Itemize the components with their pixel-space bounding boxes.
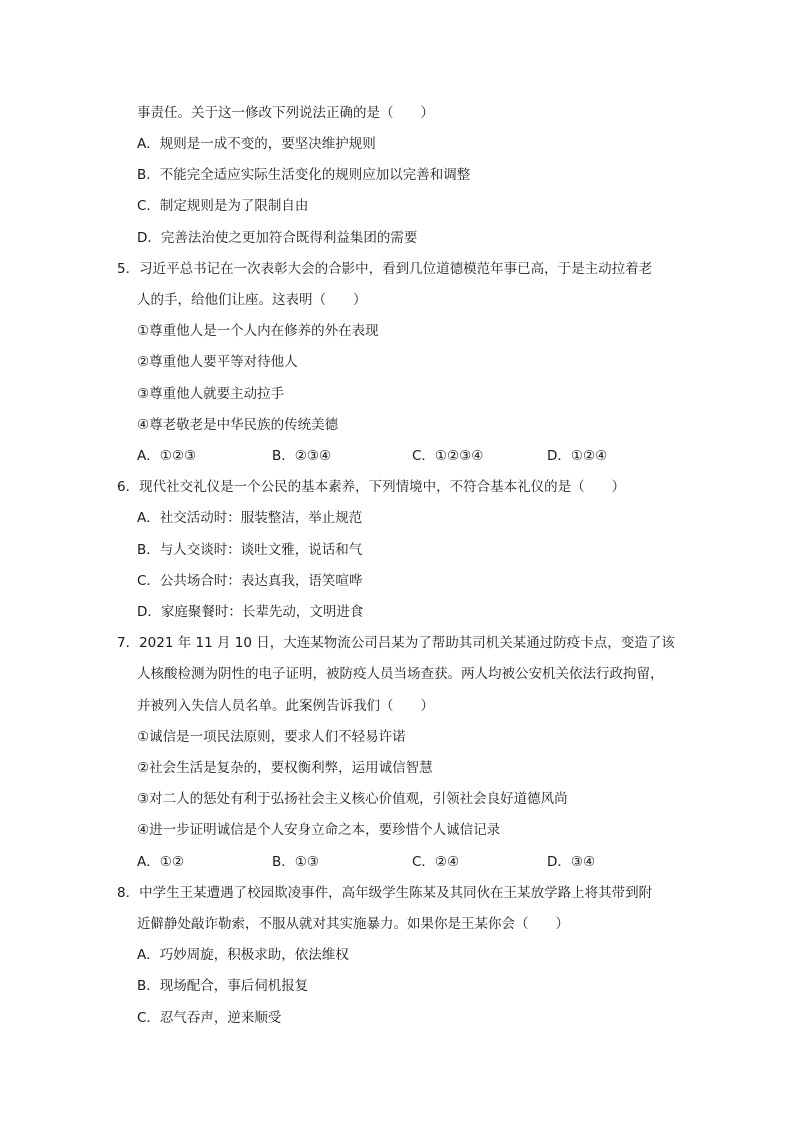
q6-option-b: B．与人交谈时：谈吐文雅，说话和气 xyxy=(137,542,363,558)
q6-option-c: C．公共场合时：表达真我，语笑喧哗 xyxy=(137,573,363,589)
q6-stem: 6．现代社交礼仪是一个公民的基本素养，下列情境中，不符合基本礼仪的是（ ） xyxy=(117,479,626,495)
q7-choice-b: B．①③ xyxy=(272,854,319,870)
q7-stem-line2: 人核酸检测为阴性的电子证明，被防疫人员当场查获。两人均被公安机关依法行政拘留， xyxy=(137,666,664,682)
q7-statement-2: ②社会生活是复杂的，要权衡利弊，运用诚信智慧 xyxy=(137,760,433,776)
q8-stem-line1: 8．中学生王某遭遇了校园欺凌事件，高年级学生陈某及其同伙在王某放学路上将其带到附 xyxy=(117,885,653,901)
q5-statement-4: ④尊老敬老是中华民族的传统美德 xyxy=(137,417,339,433)
q7-statement-3: ③对二人的惩处有利于弘扬社会主义核心价值观，引领社会良好道德风尚 xyxy=(137,791,568,807)
q5-choice-b: B．②③④ xyxy=(272,448,332,464)
q8-stem-line2: 近僻静处敲诈勒索，不服从就对其实施暴力。如果你是王某你会（ ） xyxy=(137,916,569,932)
q5-stem-line2: 人的手，给他们让座。这表明（ ） xyxy=(137,292,367,308)
q5-choice-c: C．①②③④ xyxy=(412,448,484,464)
q8-option-b: B．现场配合，事后伺机报复 xyxy=(137,978,309,994)
q5-statement-2: ②尊重他人要平等对待他人 xyxy=(137,354,298,370)
q7-statement-1: ①诚信是一项民法原则，要求人们不轻易许诺 xyxy=(137,729,406,745)
q8-option-c: C．忍气吞声，逆来顺受 xyxy=(137,1010,282,1026)
q4-stem-tail: 事责任。关于这一修改下列说法正确的是（ ） xyxy=(137,105,434,121)
q7-choice-d: D．③④ xyxy=(547,854,596,870)
q6-option-d: D．家庭聚餐时：长辈先动，文明进食 xyxy=(137,604,364,620)
q5-statement-3: ③尊重他人就要主动拉手 xyxy=(137,386,285,402)
q7-stem-line1: 7．2021 年 11 月 10 日，大连某物流公司吕某为了帮助其司机关某通过防疫卡点，变造了该 xyxy=(117,635,675,651)
q8-option-a: A．巧妙周旋，积极求助，依法维权 xyxy=(137,947,349,963)
q4-option-b: B．不能完全适应实际生活变化的规则应加以完善和调整 xyxy=(137,167,471,183)
q4-option-a: A．规则是一成不变的，要坚决维护规则 xyxy=(137,136,376,152)
q6-option-a: A．社交活动时：服装整洁，举止规范 xyxy=(137,510,363,526)
q4-option-d: D．完善法治使之更加符合既得利益集团的需要 xyxy=(137,230,418,246)
q7-statement-4: ④进一步证明诚信是个人安身立命之本，要珍惜个人诚信记录 xyxy=(137,822,501,838)
q5-statement-1: ①尊重他人是一个人内在修养的外在表现 xyxy=(137,323,379,339)
q5-choice-d: D．①②④ xyxy=(547,448,608,464)
q5-choice-a: A．①②③ xyxy=(137,448,197,464)
q4-option-c: C．制定规则是为了限制自由 xyxy=(137,198,309,214)
q7-choice-c: C．②④ xyxy=(412,854,460,870)
q7-choice-a: A．①② xyxy=(137,854,184,870)
q5-stem-line1: 5．习近平总书记在一次表彰大会的合影中，看到几位道德模范年事已高，于是主动拉着老 xyxy=(117,261,653,277)
q7-stem-line3: 并被列入失信人员名单。此案例告诉我们（ ） xyxy=(137,698,434,714)
